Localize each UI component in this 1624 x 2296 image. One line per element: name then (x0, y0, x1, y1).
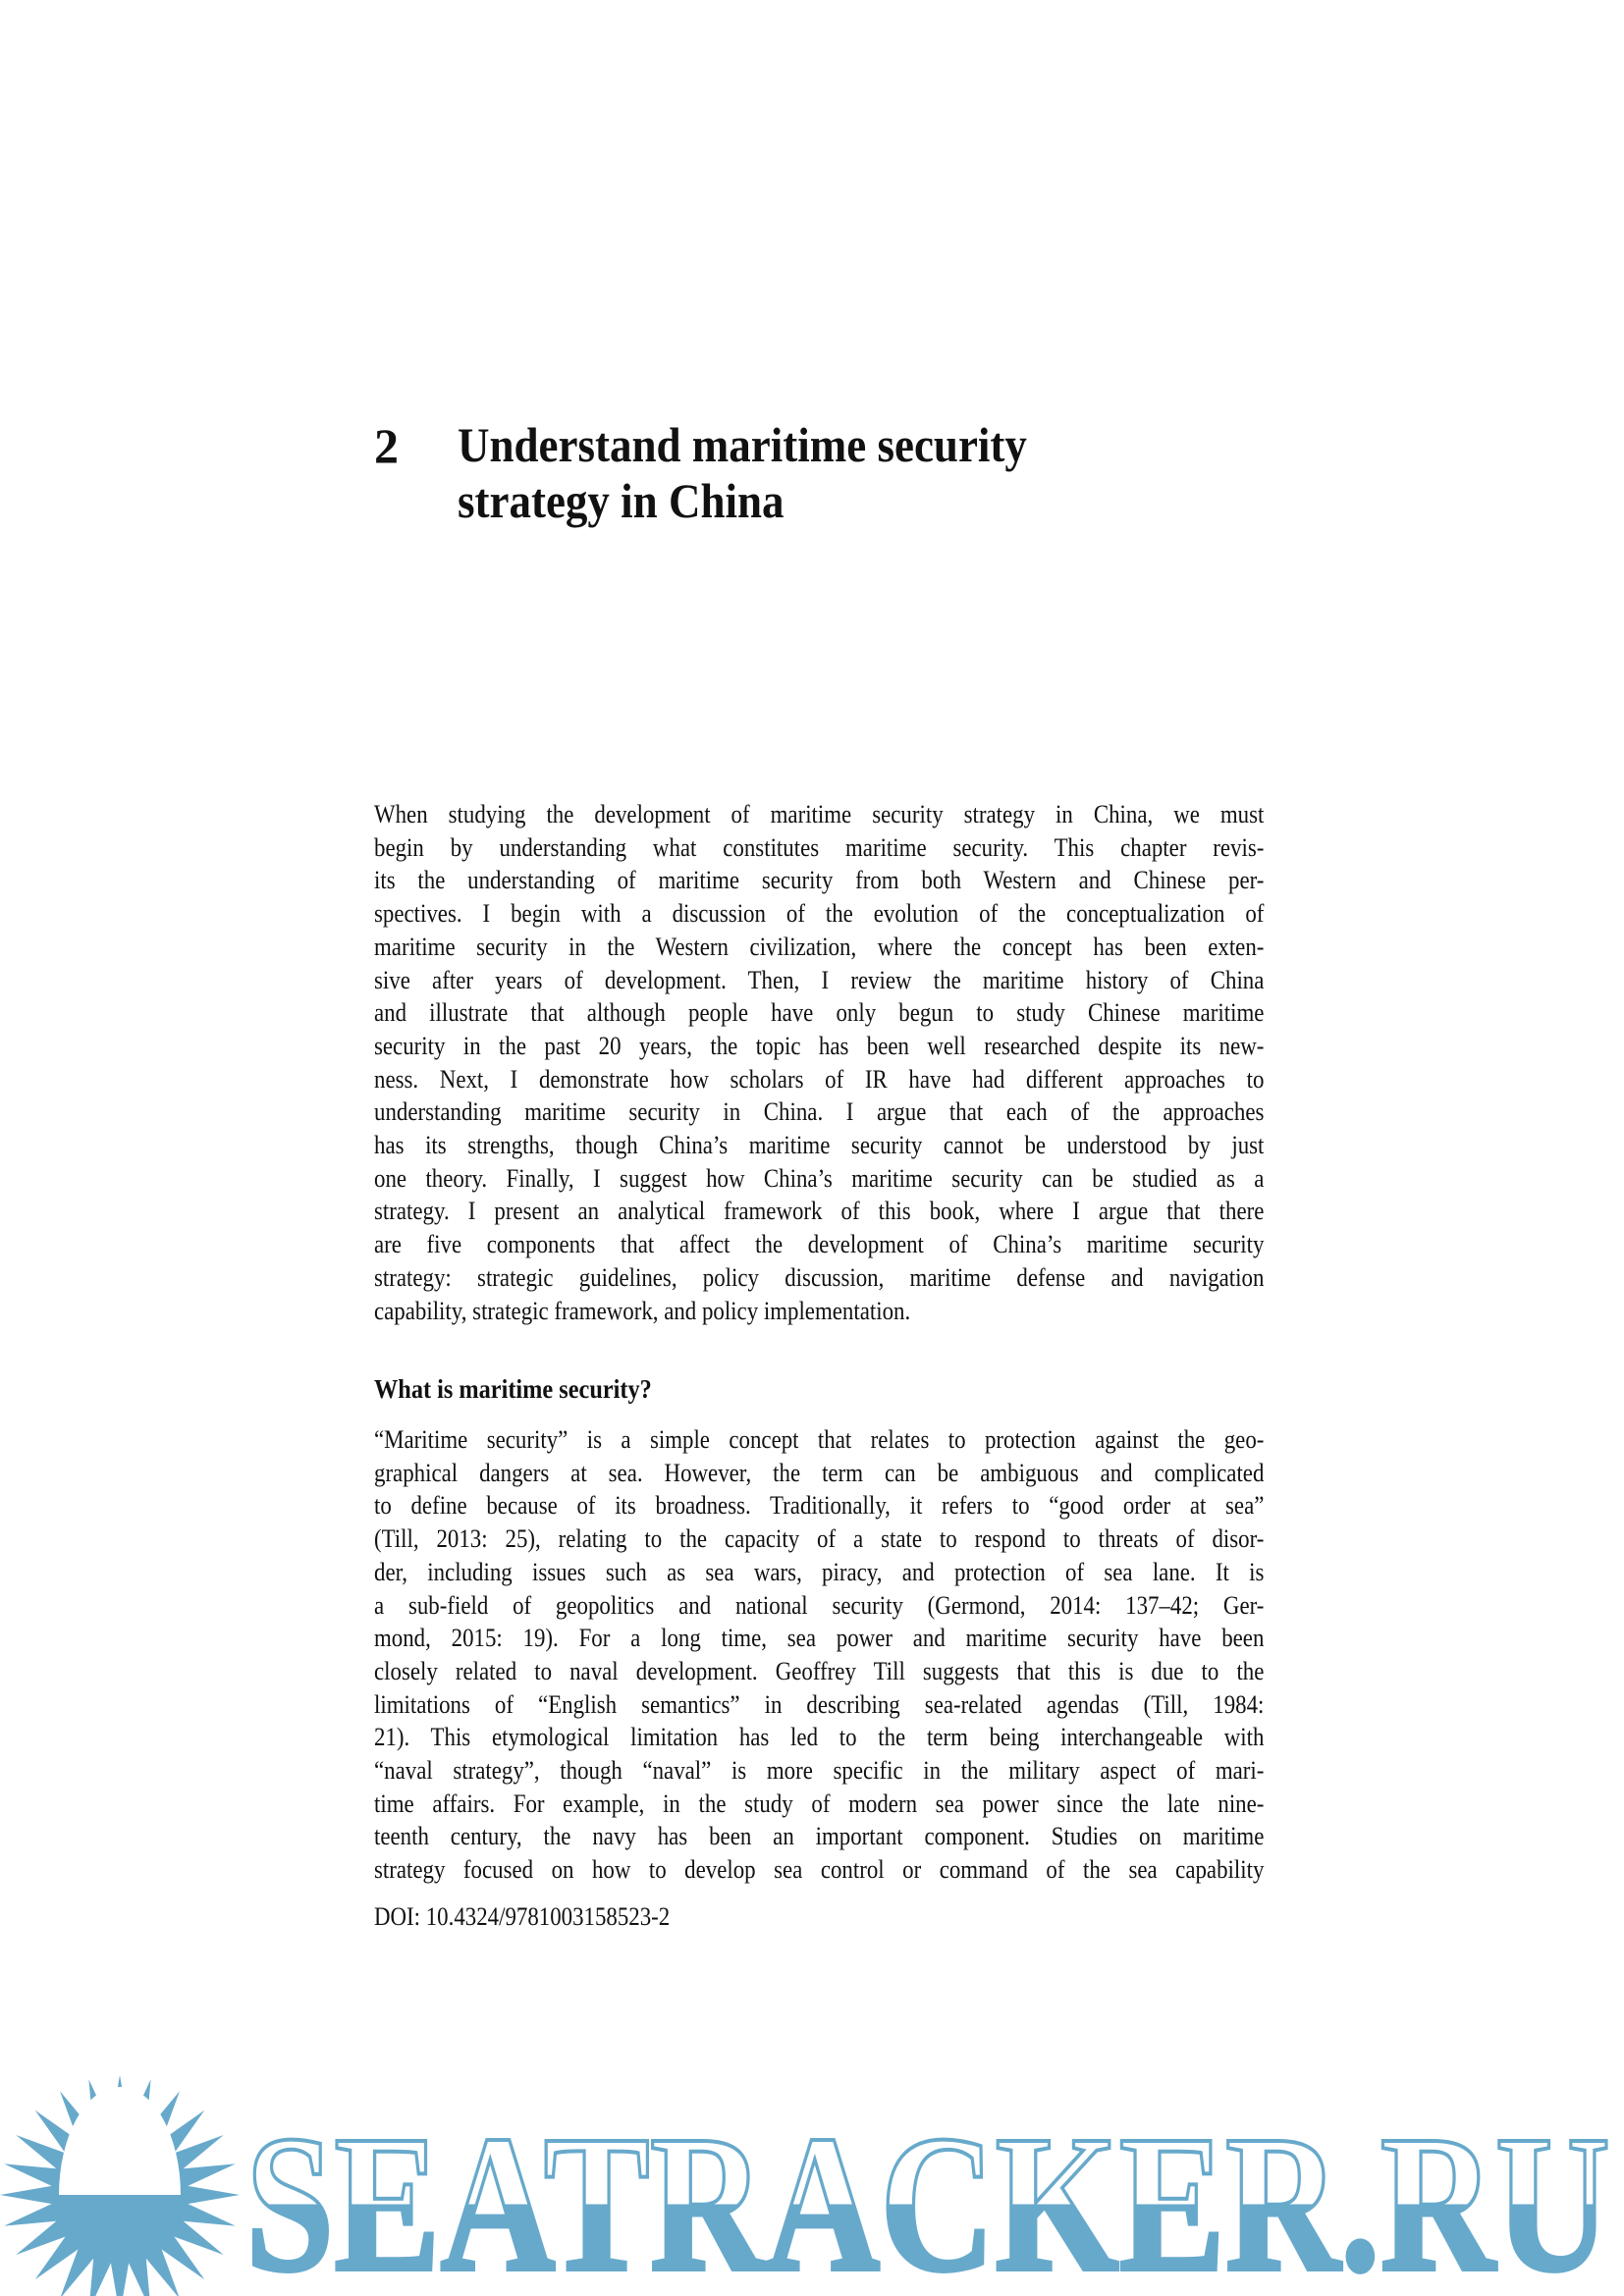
chapter-title-line: Understand maritime security (458, 417, 1027, 472)
sun-icon (0, 2075, 240, 2296)
text-line: capability, strategic framework, and policy implementation. (374, 1296, 911, 1325)
section-paragraph (374, 1423, 1264, 1887)
chapter-title-line: strategy in China (458, 473, 785, 528)
text-line: one theory. Finally, I suggest how China’s maritime security can be studied as a (374, 1163, 1265, 1193)
text-line: (Till, 2013: 25), relating to the capacity of a state to respond to threats of disor- (374, 1524, 1265, 1554)
text-line: 21). This etymological limitation has led to the term being interchangeable with (374, 1723, 1265, 1752)
text-line: has its strengths, though China’s maritime security cannot be understood by just (374, 1131, 1265, 1160)
text-line: its the understanding of maritime security from both Western and Chinese per- (374, 866, 1265, 895)
watermark-text: SEATRACKER.RU (245, 2096, 1610, 2296)
text-line: time affairs. For example, in the study of modern sea power since the late nine- (374, 1789, 1265, 1818)
text-line: ness. Next, I demonstrate how scholars of IR have had different approaches to (374, 1064, 1265, 1094)
text-line: strategy. I present an analytical framework of this book, where I argue that there (374, 1197, 1265, 1226)
text-line: der, including issues such as sea wars, piracy, and protection of sea lane. It is (374, 1557, 1265, 1586)
chapter-number: 2 (374, 418, 399, 473)
watermark-logo (0, 2061, 1624, 2296)
intro-paragraph (374, 798, 1264, 1327)
text-line: “Maritime security” is a simple concept that relates to protection against the geo- (374, 1425, 1265, 1454)
text-line: maritime security in the Western civilization, where the concept has been exten- (374, 932, 1265, 961)
text-line: teenth century, the navy has been an important component. Studies on maritime (374, 1822, 1265, 1851)
text-line: spectives. I begin with a discussion of the evolution of the conceptualization of (374, 899, 1265, 929)
text-line: strategy focused on how to develop sea control or command of the sea capability (374, 1855, 1265, 1885)
doi: DOI: 10.4324/9781003158523-2 (374, 1902, 671, 1931)
text-line: and illustrate that although people have only begun to study Chinese maritime (374, 998, 1265, 1028)
text-line: begin by understanding what constitutes maritime security. This chapter revis- (374, 832, 1265, 862)
text-line: mond, 2015: 19). For a long time, sea power and maritime security have been (374, 1624, 1265, 1653)
text-line: strategy: strategic guidelines, policy discussion, maritime defense and navigation (374, 1262, 1265, 1292)
text-line: When studying the development of maritime security strategy in China, we must (374, 800, 1265, 828)
text-line: to define because of its broadness. Traditionally, it refers to “good order at sea” (374, 1491, 1265, 1521)
text-line: are five components that affect the development of China’s maritime security (374, 1230, 1265, 1259)
text-line: understanding maritime security in China. I argue that each of the approaches (374, 1097, 1265, 1127)
text-line: limitations of “English semantics” in describing sea-related agendas (Till, 1984: (374, 1689, 1265, 1719)
text-line: security in the past 20 years, the topic has been well researched despite its new- (374, 1031, 1265, 1060)
text-line: graphical dangers at sea. However, the term can be ambiguous and complicated (374, 1458, 1265, 1487)
text-line: a sub-field of geopolitics and national security (Germond, 2014: 137–42; Ger- (374, 1590, 1265, 1620)
text-line: closely related to naval development. Geoffrey Till suggests that this is due to the (374, 1656, 1265, 1685)
section-heading: What is maritime security? (374, 1374, 652, 1404)
chapter-title (458, 417, 1027, 529)
text-line: sive after years of development. Then, I review the maritime history of China (374, 965, 1265, 994)
text-line: “naval strategy”, though “naval” is more specific in the military aspect of mari- (374, 1756, 1265, 1786)
